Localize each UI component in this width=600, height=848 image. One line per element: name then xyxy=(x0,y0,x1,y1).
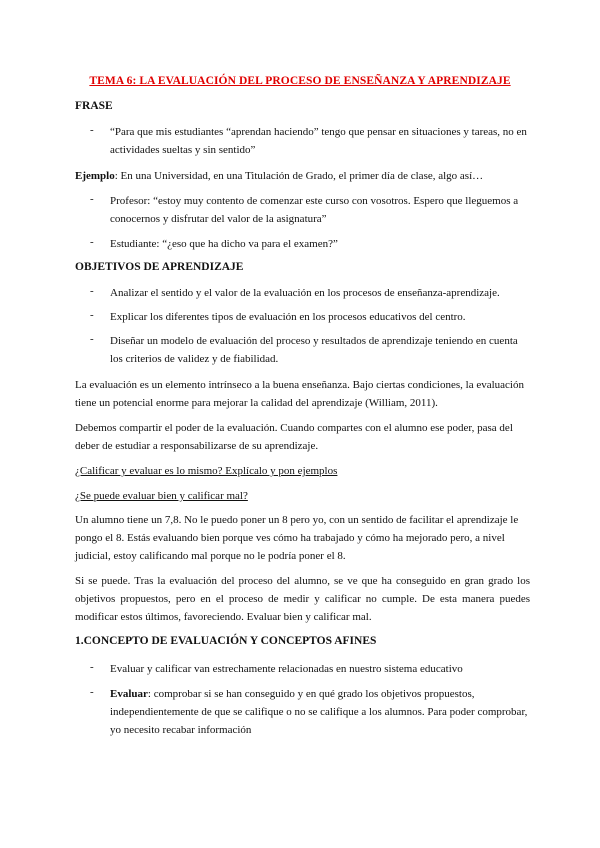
question-evaluar-bien: ¿Se puede evaluar bien y calificar mal? xyxy=(75,490,248,502)
evaluar-text: : comprobar si se han conseguido y en qué grado los objetivos propuestos, independientemente de que se califique o no se califique a los alumnos. Para poder comprobar, yo necesito recabar información xyxy=(110,688,528,736)
question-calificar: ¿Calificar y evaluar es lo mismo? Explícalo y pon ejemplos xyxy=(75,465,338,477)
list-dash: - xyxy=(90,333,94,345)
ejemplo-line xyxy=(75,167,530,185)
list-dash: - xyxy=(90,309,94,321)
frase-heading: FRASE xyxy=(75,100,113,112)
list-dash: - xyxy=(90,661,94,673)
objetivo-text: Analizar el sentido y el valor de la evaluación en los procesos de enseñanza-aprendizaje. xyxy=(110,287,500,299)
profesor-text: Profesor: “estoy muy contento de comenzar este curso con vosotros. Espero que lleguemos a conocernos y disfrutar del valor de la asignatura” xyxy=(110,195,519,225)
list-dash: - xyxy=(90,686,94,698)
list-dash: - xyxy=(90,236,94,248)
concepto-text: Evaluar y calificar van estrechamente relacionadas en nuestro sistema educativo xyxy=(110,663,463,675)
ejemplo-text: : En una Universidad, en una Titulación de Grado, el primer día de clase, algo así… xyxy=(114,170,484,182)
concepto-heading: 1.CONCEPTO DE EVALUACIÓN Y CONCEPTOS AFINES xyxy=(75,635,377,647)
estudiante-text: Estudiante: “¿eso que ha dicho va para el examen?” xyxy=(110,238,338,250)
evaluar-definition xyxy=(110,685,530,739)
list-dash: - xyxy=(90,124,94,136)
paragraph-si-se-puede: Si se puede. Tras la evaluación del proceso del alumno, se ve que ha conseguido en gran grado los objetivos propuestos, pero en el proceso de medir y calificar no cumple. De esta manera puedes modificar estos últimos, favoreciendo. Evaluar bien y calificar mal. xyxy=(75,575,530,623)
paragraph-evaluacion: La evaluación es un elemento intrínseco a la buena enseñanza. Bajo ciertas condiciones, la evaluación tiene un potencial enorme para mejorar la calidad del aprendizaje (William, 2011). xyxy=(75,379,524,409)
ejemplo-label: Ejemplo xyxy=(75,170,115,182)
objetivo-text: Explicar los diferentes tipos de evaluación en los procesos educativos del centro. xyxy=(110,311,466,323)
objetivos-heading: OBJETIVOS DE APRENDIZAJE xyxy=(75,261,244,273)
document-title: TEMA 6: LA EVALUACIÓN DEL PROCESO DE ENSEÑANZA Y APRENDIZAJE xyxy=(89,75,511,87)
paragraph-poder: Debemos compartir el poder de la evaluación. Cuando compartes con el alumno ese poder, pasa del deber de estudiar a responsabilizarse de su aprendizaje. xyxy=(75,422,513,452)
paragraph-ejemplo-nota: Un alumno tiene un 7,8. No le puedo poner un 8 pero yo, con un sentido de facilitar el aprendizaje le pongo el 8. Estás evaluando bien porque ves cómo ha trabajado y cómo ha mejorado pero, a nivel judicial, estoy calificando mal porque no le podría poner el 8. xyxy=(75,514,519,562)
evaluar-label: Evaluar xyxy=(110,688,148,700)
list-dash: - xyxy=(90,285,94,297)
objetivo-text: Diseñar un modelo de evaluación del proceso y resultados de aprendizaje teniendo en cuenta los criterios de validez y de fiabilidad. xyxy=(110,335,518,365)
list-dash: - xyxy=(90,193,94,205)
frase-quote: “Para que mis estudiantes “aprendan haciendo” tengo que pensar en situaciones y tareas, no en actividades sueltas y sin sentido” xyxy=(110,126,527,156)
